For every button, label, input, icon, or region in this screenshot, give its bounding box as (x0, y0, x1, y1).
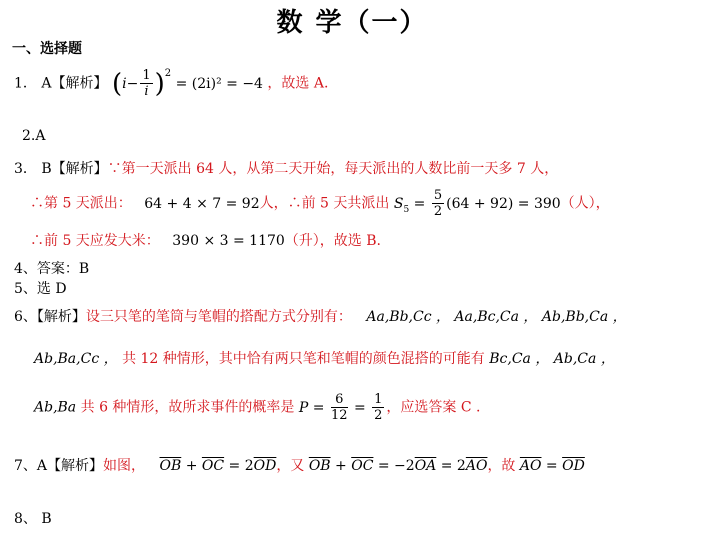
question-1 (14, 68, 328, 99)
q3-text-3c: （升），故选 B. (284, 233, 381, 249)
question-3-line-1 (14, 158, 558, 178)
q6-text-3: 共 6 种情形，故所求事件的概率是 (80, 399, 295, 416)
q6-tag: 【解析】 (36, 309, 86, 325)
q3-answer: B (41, 161, 52, 177)
page-title: 数 学（一） (276, 8, 428, 38)
q3-formula-3b: 390 × 3 = 1170 (172, 233, 285, 249)
question-3-line-3 (30, 230, 381, 250)
q3-number: 3． (14, 161, 37, 177)
q6-pairs-2a: Ab,Ba,Cc ， (34, 351, 118, 367)
question-6-line-2 (34, 348, 615, 368)
question-8: 8、 B (14, 511, 52, 527)
q3-tag: 【解析】 (51, 161, 108, 177)
q1-equation: = (2i)² = −4 (175, 75, 263, 92)
q7-answer: A (36, 458, 48, 474)
q6-probability: P = $\frac{6}{12}$ = $\frac{1}{2}$ (298, 392, 383, 423)
q6-text-3b: ，应选答案 C . (386, 399, 481, 416)
q7-vector-eq-3: $\overline{AO} = \overline{OD}$ (519, 458, 585, 474)
q3-text-1: ∵第一天派出 64 人，从第二天开始，每天派出的人数比前一天多 7 人， (107, 161, 559, 177)
q7-vector-eq-1: $\overline{OB} + \overline{OC} = 2\overline{OD}$ (159, 458, 277, 474)
q3-text-2c: 人，∴前 5 天共派出 (259, 195, 390, 212)
question-6-line-3 (34, 392, 480, 423)
q7-vector-eq-2: $\overline{OB} + \overline{OC} = -2\overline{OA} = 2\overline{AO}$ (308, 458, 488, 474)
q6-pairs-3: Ab,Ba (34, 399, 77, 416)
q7-tag: 【解析】 (47, 458, 104, 474)
q1-conclusion: ，故选 A. (267, 75, 329, 92)
q7-number: 7、 (14, 458, 37, 474)
q3-text-3a: ∴前 5 天应发大米： (30, 233, 160, 249)
q3-formula-2d: (64 + 92) = 390 (446, 195, 561, 212)
q3-sum-formula: $S_5$ = $\frac{5}{2}$ (64 + 92) = 390 (393, 188, 561, 219)
q1-formula: (i− $\frac{1}{i}$ )$^2$ = (2i)² = −4 (111, 67, 263, 99)
q6-text-1: 设三只笔的笔筒与笔帽的搭配方式分别有： (85, 309, 352, 325)
q7-text-c: ，故 (487, 458, 516, 474)
q6-text-2: 共 12 种情形，其中恰有两只笔和笔帽的颜色混搭的可能有 (122, 351, 485, 367)
question-7 (14, 455, 585, 475)
q1-tag: 【解析】 (51, 75, 108, 92)
q6-number: 6、 (14, 309, 37, 325)
q6-pairs-1: Aa,Bb,Cc ， Aa,Bc,Ca ， Ab,Bb,Ca ， (366, 309, 627, 325)
q3-formula-2b: 64 + 4 × 7 = 92 (144, 195, 260, 212)
question-6-line-1 (14, 306, 627, 326)
section-heading: 一、选择题 (12, 41, 82, 57)
q7-text-b: ，又 (276, 458, 305, 474)
question-5: 5、选 D (14, 281, 67, 297)
q6-pairs-2b: Bc,Ca ， Ab,Ca ， (489, 351, 615, 367)
question-3-line-2 (30, 188, 610, 219)
question-2: 2.A (22, 128, 46, 144)
q1-number: 1． (14, 75, 37, 92)
q3-text-2e: （人）， (560, 195, 610, 212)
question-4: 4、答案：B (14, 261, 90, 277)
q3-text-2a: ∴第 5 天派出： (30, 195, 132, 212)
q1-answer: A (41, 75, 52, 92)
q7-text-a: 如图， (103, 458, 146, 474)
